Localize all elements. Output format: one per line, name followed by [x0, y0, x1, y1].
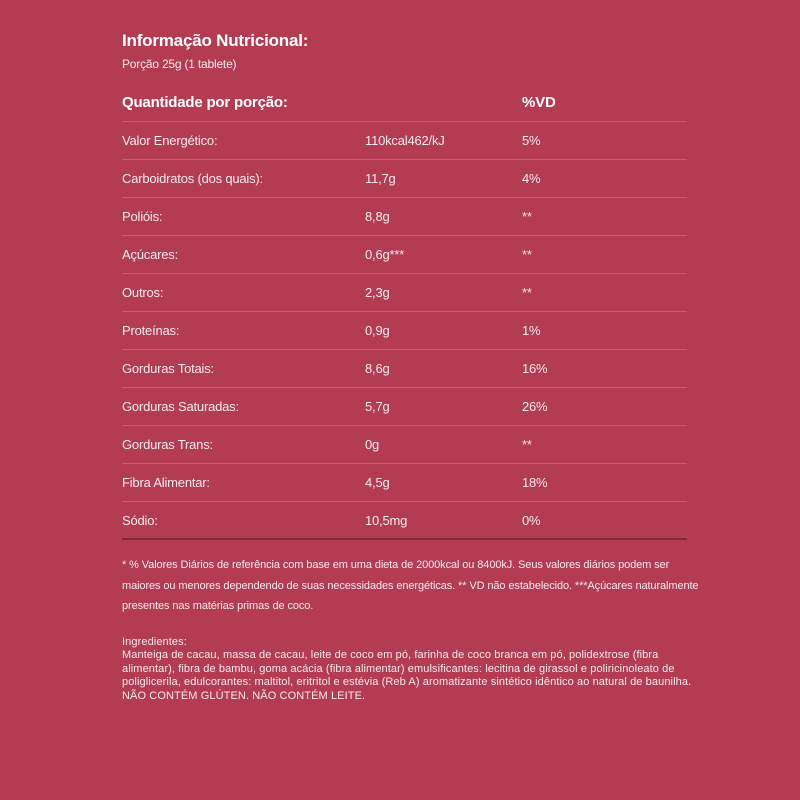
panel-title: Informação Nutricional: — [122, 31, 309, 50]
allergens-statement: NÃO CONTÉM GLÚTEN. NÃO CONTÉM LEITE. — [122, 689, 366, 702]
row-value: 0g — [365, 437, 380, 452]
row-vd: ** — [522, 209, 532, 224]
table-row — [122, 350, 687, 388]
row-value: 0,9g — [365, 323, 390, 338]
row-label: Açúcares: — [122, 247, 179, 262]
table-row — [122, 464, 687, 502]
row-label: Polióis: — [122, 209, 163, 224]
row-label: Proteínas: — [122, 323, 180, 338]
row-value: 10,5mg — [365, 512, 408, 528]
row-value: 8,6g — [365, 361, 390, 376]
row-label: Gorduras Totais: — [122, 361, 214, 376]
row-value: 2,3g — [365, 285, 390, 300]
row-vd: ** — [522, 285, 532, 300]
row-label: Gorduras Saturadas: — [122, 399, 239, 414]
row-label: Outros: — [122, 285, 164, 300]
row-vd: ** — [522, 247, 532, 262]
row-value: 110kcal462/kJ — [365, 133, 445, 148]
row-label: Carboidratos (dos quais): — [122, 171, 263, 186]
row-vd: 4% — [522, 171, 541, 186]
row-vd: 1% — [522, 323, 541, 338]
table-row — [122, 236, 687, 274]
row-label: Fibra Alimentar: — [122, 475, 210, 490]
table-row — [122, 160, 687, 198]
row-value: 0,6g*** — [365, 247, 405, 262]
table-row — [122, 426, 687, 464]
table-row — [122, 122, 687, 160]
row-vd: 26% — [522, 399, 548, 414]
nutrition-panel — [122, 30, 712, 703]
column-header-quantity: Quantidade por porção: — [122, 94, 288, 111]
row-vd: 16% — [522, 361, 548, 376]
table-row — [122, 274, 687, 312]
row-value: 4,5g — [365, 475, 390, 490]
column-header-vd: %VD — [522, 94, 556, 111]
ingredients-heading: Ingredientes: — [122, 635, 187, 648]
row-label: Valor Energético: — [122, 133, 218, 148]
row-vd: 5% — [522, 133, 541, 148]
ingredients-body: Manteiga de cacau, massa de cacau, leite de coco em pó, farinha de coco branca em pó, polidextrose (fibra alimentar), fibra de bambu, goma acácia (fibra alimentar) emulsificantes: lecitina de girassol e poliricinoleato de poliglicerila, edulcorantes: maltitol, eritritol e estévia (Reb A) aromatizante sintético idêntico ao natural de baunilha. — [122, 649, 692, 689]
nutrition-rows — [122, 122, 687, 540]
row-value: 11,7g — [365, 171, 396, 186]
table-row — [122, 198, 687, 236]
table-header — [122, 93, 687, 122]
row-label: Sódio: — [122, 512, 158, 528]
row-value: 8,8g — [365, 209, 390, 224]
row-vd: 0% — [522, 512, 541, 528]
table-row — [122, 502, 687, 540]
row-label: Gorduras Trans: — [122, 437, 213, 452]
table-row — [122, 388, 687, 426]
table-row — [122, 312, 687, 350]
ingredients-section — [122, 636, 710, 704]
row-vd: 18% — [522, 475, 548, 490]
daily-values-footnote: * % Valores Diários de referência com base em uma dieta de 2000kcal ou 8400kJ. Seus valores diários podem ser maiores ou menores dependendo de suas necessidades energéticas. ** VD não estabelecido. ***Açúcares naturalmente presentes nas matérias primas de coco. — [122, 559, 699, 612]
row-vd: ** — [522, 437, 532, 452]
serving-size: Porção 25g (1 tablete) — [122, 57, 237, 71]
row-value: 5,7g — [365, 399, 390, 414]
